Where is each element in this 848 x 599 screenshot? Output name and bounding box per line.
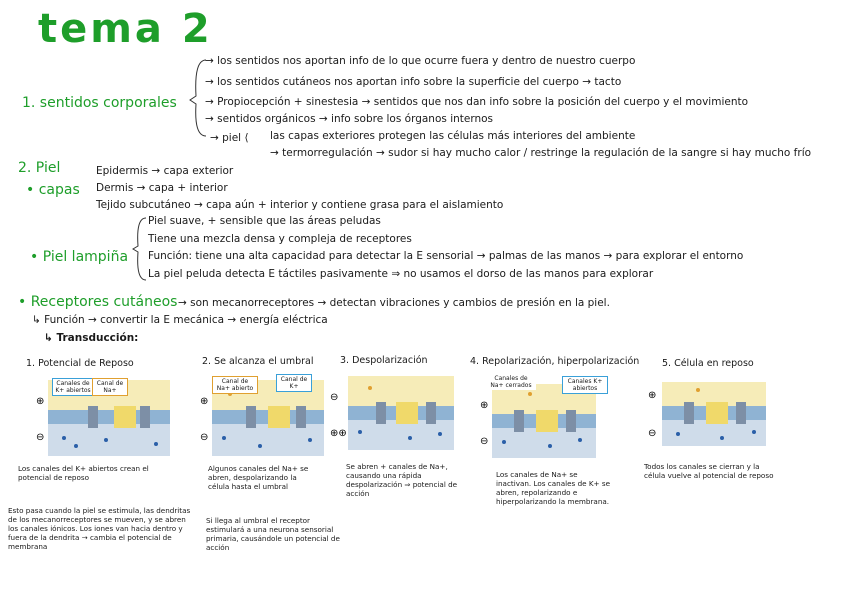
- lampina-brace: [132, 216, 148, 282]
- receptores-line: → son mecanorreceptores → detectan vibraciones y cambios de presión en la piel.: [178, 297, 610, 309]
- step-4-label-k: Canales K+ abiertos: [562, 376, 608, 394]
- step-1-caption: Los canales del K+ abiertos crean el potencial de reposo: [18, 464, 149, 482]
- svg-text:⊕: ⊕: [648, 390, 657, 401]
- capa-subcutaneo: Tejido subcutáneo → capa aún + interior y contiene grasa para el aislamiento: [96, 199, 504, 211]
- lampina-item-2: Tiene una mezcla densa y compleja de receptores: [148, 233, 412, 245]
- svg-text:⊕⊕: ⊕⊕: [330, 428, 347, 439]
- svg-text:⊖: ⊖: [648, 428, 657, 439]
- s1-piel-label: → piel ⟨: [210, 132, 249, 144]
- svg-text:⊕: ⊕: [200, 396, 209, 407]
- step-5-title: 5. Célula en reposo: [662, 358, 754, 369]
- step-2-label-k: Canal de K+: [276, 374, 312, 392]
- svg-text:⊕: ⊕: [480, 400, 489, 411]
- s1-piel-line-2: → termorregulación → sudor si hay mucho calor / restringe la regulación de la sangre si hay mucho frío: [270, 147, 812, 159]
- section-1-heading: 1. sentidos corporales: [22, 95, 177, 111]
- lampina-item-4: La piel peluda detecta E táctiles pasivamente ⇒ no usamos el dorso de las manos para explorar: [148, 268, 654, 280]
- s1-line-4: → sentidos orgánicos → info sobre los órganos internos: [205, 113, 494, 125]
- svg-text:⊖: ⊖: [480, 436, 489, 447]
- svg-text:⊖: ⊖: [330, 392, 339, 403]
- svg-text:⊖: ⊖: [200, 432, 209, 443]
- capa-epidermis: Epidermis → capa exterior: [96, 165, 234, 177]
- step-2-label-na: Canal de Na+ abierto: [212, 376, 258, 394]
- step-3-title: 3. Despolarización: [340, 355, 428, 366]
- svg-text:⊕: ⊕: [36, 396, 45, 407]
- s1-line-3: → Propiocepción + sinestesia → sentidos que nos dan info sobre la posición del cuerpo y el movimiento: [205, 96, 749, 108]
- step-1-title: 1. Potencial de Reposo: [26, 358, 134, 369]
- lampina-item-1: Piel suave, + sensible que las áreas peludas: [148, 215, 381, 227]
- s1-line-2: → los sentidos cutáneos nos aportan info sobre la superficie del cuerpo → tacto: [205, 76, 622, 88]
- capa-dermis: Dermis → capa + interior: [96, 182, 228, 194]
- step-1-label-na: Canal de Na+: [92, 378, 128, 396]
- s1-piel-line-1: las capas exteriores protegen las células más interiores del ambiente: [270, 130, 636, 142]
- s1-line-1: → los sentidos nos aportan info de lo que ocurre fuera y dentro de nuestro cuerpo: [205, 55, 636, 67]
- step-4-title: 4. Repolarización, hiperpolarización: [470, 356, 640, 367]
- step-3-diagram: [330, 372, 460, 452]
- s1-brace: [188, 58, 208, 138]
- page-title: tema 2: [38, 6, 213, 52]
- step-2-caption-2: Si llega al umbral el receptor estimulará a una neurona sensorial primaria, causándole un potencial de acción: [206, 516, 340, 552]
- svg-text:⊖: ⊖: [36, 432, 45, 443]
- step-2-caption: Algunos canales del Na+ se abren, despolarizando la célula hasta el umbral: [208, 464, 309, 491]
- step-4-label-na: Canales de Na+ cerrados: [486, 374, 536, 390]
- receptores-heading: • Receptores cutáneos: [18, 294, 178, 310]
- section-2-heading: 2. Piel: [18, 160, 61, 176]
- capas-heading: • capas: [26, 182, 80, 198]
- step-1-label-k: Canales de K+ abiertos: [52, 378, 94, 396]
- lampina-item-3: Función: tiene una alta capacidad para detectar la E sensorial → palmas de las manos → para explorar el entorno: [148, 250, 744, 262]
- lampina-heading: • Piel lampiña: [30, 249, 129, 265]
- step-5-caption: Todos los canales se cierran y la célula vuelve al potencial de reposo: [644, 462, 774, 480]
- transduccion-label: ↳ Transducción:: [44, 332, 139, 344]
- step-1-caption-2: Esto pasa cuando la piel se estimula, las dendritas de los mecanorreceptores se mueven, y se abren los canales iónicos. Los iones van hacia dentro y fuera de la dendrita → cambia el potencial de membrana: [8, 506, 191, 551]
- step-3-caption: Se abren + canales de Na+, causando una rápida despolarización ⇒ potencial de acción: [346, 462, 458, 498]
- step-2-title: 2. Se alcanza el umbral: [202, 356, 314, 367]
- step-4-caption: Los canales de Na+ se inactivan. Los canales de K+ se abren, repolarizando e hiperpolarizando la membrana.: [496, 470, 611, 506]
- step-5-diagram: [648, 380, 768, 450]
- funcion-line: ↳ Función → convertir la E mecánica → energía eléctrica: [32, 314, 328, 326]
